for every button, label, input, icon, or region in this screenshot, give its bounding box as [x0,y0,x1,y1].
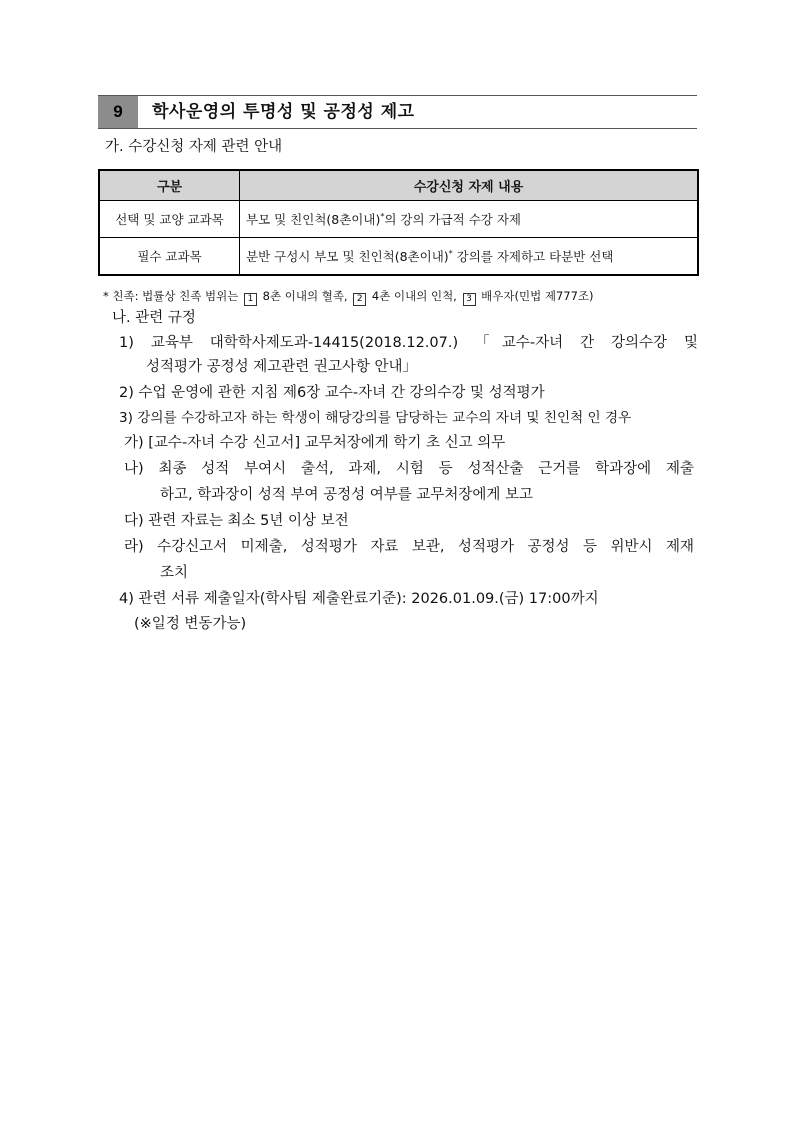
footnote-item: 8촌 이내의 혈족, [259,289,352,303]
boxed-number-icon: 2 [353,293,366,306]
footnote-prefix: 친족: 법률상 친족 범위는 [108,289,242,303]
table-header-category: 구분 [99,170,240,201]
content-text: 의 강의 가급적 수강 자제 [384,212,521,227]
footnote-item: 4촌 이내의 인척, [368,289,461,303]
footnote-item: 배우자(민법 제777조) [477,289,594,303]
table-cell-category: 필수 교과목 [99,238,240,276]
footnote-mark: * [448,248,453,258]
content-text: 강의를 자제하고 타분반 선택 [452,249,614,264]
regulation-line: 3) 강의를 수강하고자 하는 학생이 해당강의를 담당하는 교수의 자녀 및 친인척 인 경우 [119,410,632,426]
table-header-row [99,170,698,201]
section-header [98,95,697,129]
regulation-line: 1) 교육부 대학학사제도과-14415(2018.12.07.) 「교수-자녀 간 강의수강 및 [119,335,698,351]
regulation-line: (※일정 변동가능) [134,616,247,632]
content-text: 부모 및 친인척(8촌이내) [246,212,381,227]
regulation-line: 조치 [160,565,189,581]
regulation-line: 4) 관련 서류 제출일자(학사팀 제출완료기준): 2026.01.09.(금) 17:00까지 [119,591,599,607]
regulation-line: 나) 최종 성적 부여시 출석, 과제, 시험 등 성적산출 근거를 학과장에 제출 [124,461,694,477]
regulation-line: 다) 관련 자료는 최소 5년 이상 보전 [124,513,349,529]
boxed-number-icon: 1 [244,293,257,306]
table-cell-content [240,238,699,276]
subsection-a-heading: 가. 수강신청 자제 관련 안내 [105,139,283,155]
footnote-mark: * [380,211,385,221]
regulation-line: 라) 수강신고서 미제출, 성적평가 자료 보관, 성적평가 공정성 등 위반시 제재 [124,539,694,555]
footnote-star: * [103,289,109,303]
table-cell-category: 선택 및 교양 교과목 [99,201,240,238]
section-title: 학사운영의 투명성 및 공정성 제고 [152,102,415,122]
regulation-line: 가) [교수-자녀 수강 신고서] 교무처장에게 학기 초 신고 의무 [124,435,506,451]
boxed-number-icon: 3 [463,293,476,306]
regulation-line: 하고, 학과장이 성적 부여 공정성 여부를 교무처장에게 보고 [160,487,534,503]
regulation-line: 성적평가 공정성 제고관련 권고사항 안내」 [146,359,418,375]
subsection-b-heading: 나. 관련 규정 [112,310,196,326]
table-cell-content [240,201,699,238]
table-row [99,238,698,276]
course-restriction-table [98,169,699,276]
regulation-line: 2) 수업 운영에 관한 지침 제6장 교수-자녀 간 강의수강 및 성적평가 [119,385,545,401]
content-text: 분반 구성시 부모 및 친인척(8촌이내) [246,249,449,264]
table-row [99,201,698,238]
footnote [103,287,594,306]
table-header-content: 수강신청 자제 내용 [240,170,699,201]
section-number-badge: 9 [98,96,138,128]
header-rule-bottom [98,128,697,129]
